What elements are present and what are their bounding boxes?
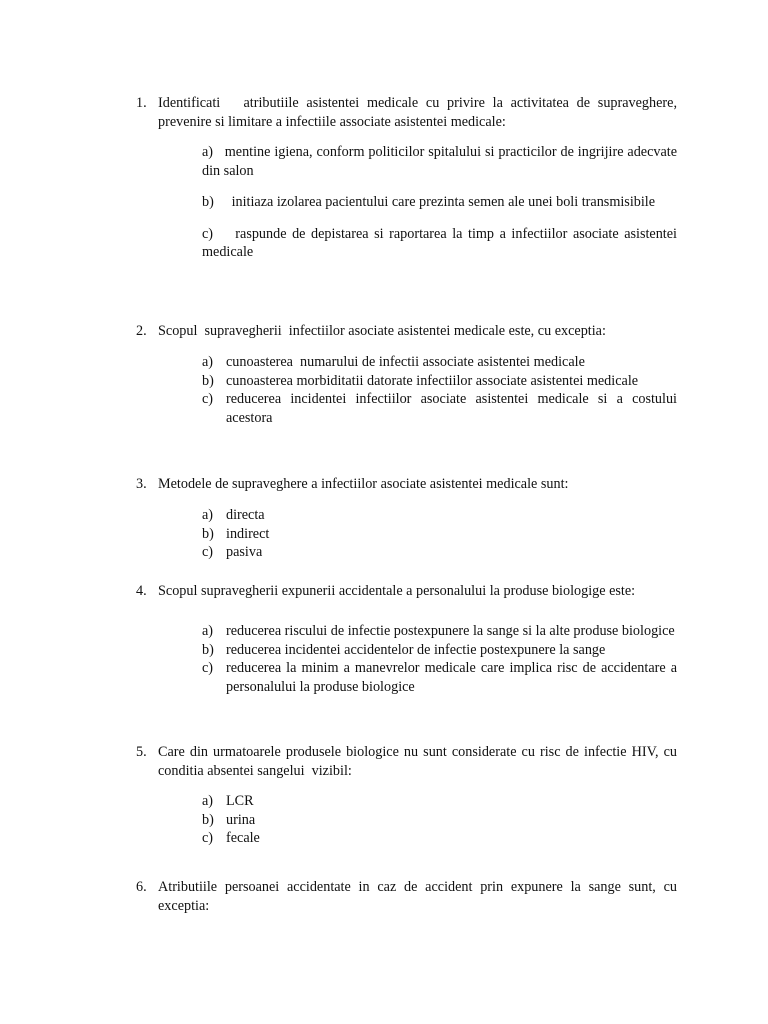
question-text: Care din urmatoarele produsele biologice nu sunt considerate cu risc de infectie HIV, cu conditia absentei sangelui vizibil: [158,744,681,779]
option-c [202,659,677,696]
option-c [202,543,677,562]
option-label: b) [202,525,214,542]
option-label: a) [202,793,214,809]
option-b [202,193,677,212]
question-text: Scopul supravegherii infectiilor asociate asistentei medicale este, cu exceptia: [158,323,606,339]
option-a [202,353,677,372]
question-4-options [202,622,677,696]
option-label: b) [202,372,214,389]
question-number: 4. [136,583,147,599]
option-label: a) [202,507,214,523]
option-text: reducerea riscului de infectie postexpunere la sange si la alte produse biologice [226,623,675,639]
option-label: c) [202,225,214,242]
question-2-options [202,353,677,427]
question-text: Scopul supravegherii expunerii accidentale a personalului la produse biologige este: [158,583,636,599]
question-2 [136,322,677,341]
option-text: cunoasterea numarului de infectii associate asistentei medicale [226,354,585,370]
question-5 [136,743,681,780]
option-text: initiaza izolarea pacientului care prezinta semen ale unei boli transmisibile [231,194,656,210]
option-text: indirect [226,525,270,542]
option-a [202,143,677,180]
option-text: reducerea incidentei accidentelor de infectie postexpunere la sange [226,641,606,658]
question-number: 3. [136,476,147,492]
option-text: reducerea incidentei infectiilor asociate asistentei medicale si a costului acestora [226,391,677,426]
option-text: mentine igiena, conform politicilor spitalului si practicilor de ingrijire adecvate din salon [202,144,678,179]
option-label: a) [202,144,214,160]
option-a [202,622,677,641]
question-1 [136,94,681,131]
option-b [202,525,677,544]
option-text: raspunde de depistarea si raportarea la timp a infectiilor asociate asistentei medicale [202,225,677,260]
question-number: 6. [136,879,147,895]
option-text: fecale [226,830,260,846]
question-number: 2. [136,323,147,339]
question-3 [136,475,677,494]
question-text: Atributiile persoanei accidentate in caz de accident prin expunere la sange sunt, cu exceptia: [158,879,677,914]
question-5-options [202,792,677,848]
question-1-options [202,143,677,262]
option-label: b) [202,194,214,210]
question-text: Identificati atributiile asistentei medicale cu privire la activitatea de supraveghere, prevenire si limitare a infectiile associate asistentei medicale: [158,95,681,130]
option-label: c) [202,830,214,846]
option-text: urina [226,811,256,828]
option-label: b) [202,641,214,658]
question-3-options [202,506,677,562]
option-text: LCR [226,793,254,809]
question-6 [136,878,677,915]
question-number: 5. [136,744,147,760]
option-text: cunoasterea morbiditatii datorate infectiilor associate asistentei medicale [226,372,639,389]
option-text: reducerea la minim a manevrelor medicale care implica risc de accidentare a personalului la produse biologice [226,660,677,695]
option-c [202,225,677,262]
option-a [202,506,677,525]
option-a [202,792,677,811]
option-text: pasiva [226,544,263,560]
option-c [202,829,677,848]
option-b [202,811,677,830]
option-label: c) [202,660,214,676]
option-label: a) [202,623,214,639]
question-4 [136,582,677,601]
option-label: c) [202,391,214,407]
question-text: Metodele de supraveghere a infectiilor asociate asistentei medicale sunt: [158,476,569,492]
option-b [202,641,677,660]
question-number: 1. [136,95,147,111]
option-text: directa [226,507,265,523]
option-label: b) [202,811,214,828]
option-c [202,390,677,427]
option-b [202,372,677,391]
option-label: c) [202,544,214,560]
option-label: a) [202,354,214,370]
